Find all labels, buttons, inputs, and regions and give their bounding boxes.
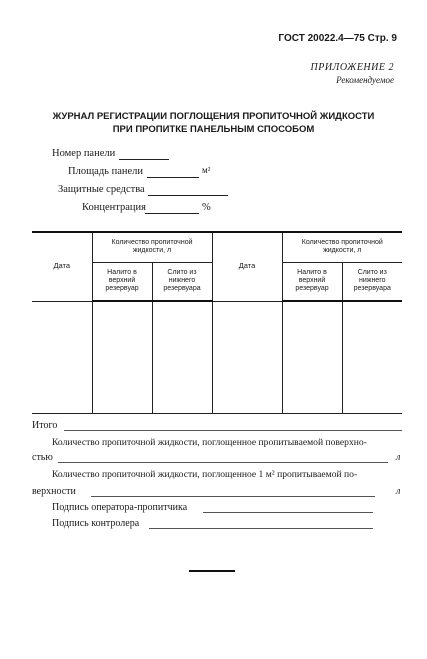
poured-header: Налито в верхний резервуар — [92, 262, 152, 301]
absorbed-by-surface-field[interactable] — [58, 462, 388, 463]
concentration-label: Концентрация — [82, 202, 146, 213]
journal-table — [32, 231, 402, 414]
controller-signature-field[interactable] — [149, 528, 373, 529]
protective-means-label: Защитные средства — [58, 184, 145, 195]
table-cell[interactable] — [92, 301, 152, 413]
concentration-field[interactable] — [145, 213, 199, 214]
absorbed-per-m2-text-2: верхности — [32, 486, 76, 497]
table-cell[interactable] — [342, 301, 402, 413]
journal-title-line-2: ПРИ ПРОПИТКЕ ПАНЕЛЬНЫМ СПОСОБОМ — [112, 124, 315, 135]
table-cell[interactable] — [212, 301, 282, 413]
absorbed-per-m2-text-1: Количество пропиточной жидкости, поглощенное 1 м² пропитываемой по- — [52, 469, 358, 480]
quantity-header-2: Количество пропиточной жидкости, л — [282, 232, 402, 262]
quantity-header: Количество пропиточной жидкости, л — [92, 232, 212, 262]
poured-header-2: Налито в верхний резервуар — [282, 262, 342, 301]
protective-means-field[interactable] — [148, 195, 228, 196]
operator-signature-label: Подпись оператора-пропитчика — [52, 502, 188, 513]
panel-number-label: Номер панели — [52, 148, 116, 159]
total-field[interactable] — [64, 430, 402, 431]
concentration-unit: % — [202, 202, 211, 213]
area-unit: м² — [202, 165, 211, 175]
absorbed-per-m2-field[interactable] — [91, 496, 375, 497]
absorbed-by-surface-text-1: Количество пропиточной жидкости, поглощенное пропитываемой поверхно- — [52, 437, 367, 448]
date-header-2: Дата — [212, 232, 282, 301]
total-label: Итого — [32, 420, 58, 431]
standard-header: ГОСТ 20022.4—75 Стр. 9 — [278, 33, 397, 44]
panel-number-field[interactable] — [119, 159, 169, 160]
panel-area-field[interactable] — [147, 177, 199, 178]
liter-unit-2: л — [396, 486, 401, 497]
date-header: Дата — [32, 232, 92, 301]
drained-header-2: Слито из нижнего резервуара — [342, 262, 402, 301]
end-rule-divider — [189, 570, 235, 572]
table-cell[interactable] — [32, 301, 92, 413]
table-cell[interactable] — [282, 301, 342, 413]
liter-unit-1: л — [396, 452, 401, 463]
absorbed-by-surface-text-2: стью — [32, 452, 53, 463]
recommended-label: Рекомендуемое — [336, 75, 394, 85]
appendix-label: ПРИЛОЖЕНИЕ 2 — [310, 62, 394, 73]
controller-signature-label: Подпись контролера — [52, 518, 140, 529]
journal-title-line-1: ЖУРНАЛ РЕГИСТРАЦИИ ПОГЛОЩЕНИЯ ПРОПИТОЧНОЙ ЖИДКОСТИ — [52, 111, 375, 122]
table-cell[interactable] — [152, 301, 212, 413]
drained-header: Слито из нижнего резервуара — [152, 262, 212, 301]
operator-signature-field[interactable] — [203, 512, 373, 513]
panel-area-label: Площадь панели — [68, 166, 143, 177]
